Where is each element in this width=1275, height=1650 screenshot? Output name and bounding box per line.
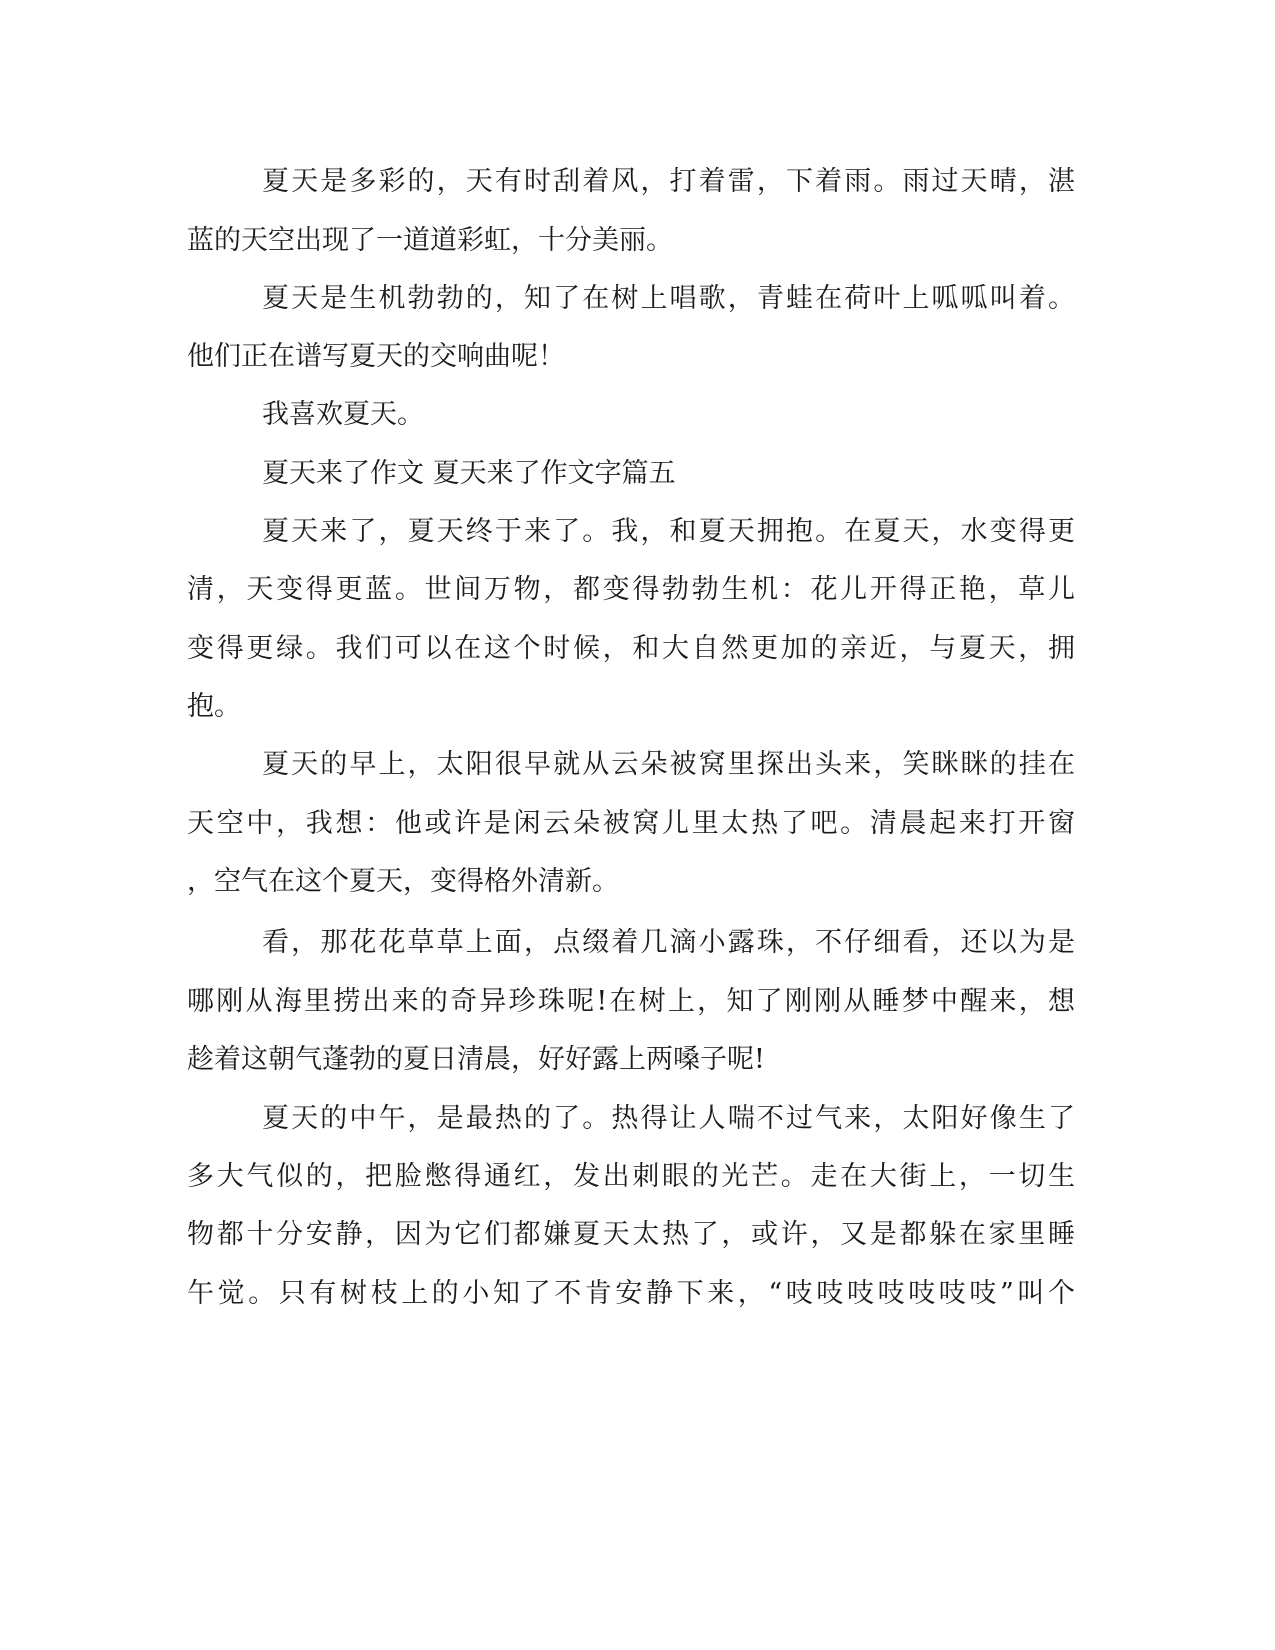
section-heading: 夏天来了作文 夏天来了作文字篇五: [262, 458, 676, 489]
text-line: 多大气似的，把脸憋得通红，发出刺眼的光芒。走在大街上，一切生: [187, 1161, 1075, 1192]
text-line: 抱。: [187, 691, 241, 722]
text-line: 夏天的早上，太阳很早就从云朵被窝里探出头来，笑眯眯的挂在: [262, 749, 1075, 780]
text-line: 我喜欢夏天。: [262, 399, 424, 430]
text-line: 变得更绿。我们可以在这个时候，和大自然更加的亲近，与夏天，拥: [187, 633, 1075, 664]
text-line: 看，那花花草草上面，点缀着几滴小露珠，不仔细看，还以为是: [262, 927, 1075, 958]
text-line: 哪刚从海里捞出来的奇异珍珠呢!在树上，知了刚刚从睡梦中醒来，想: [187, 986, 1075, 1017]
text-line: 天空中，我想：他或许是闲云朵被窝儿里太热了吧。清晨起来打开窗: [187, 808, 1075, 839]
text-line: 清，天变得更蓝。世间万物，都变得勃勃生机：花儿开得正艳，草儿: [187, 574, 1075, 605]
text-line: 夏天来了，夏天终于来了。我，和夏天拥抱。在夏天，水变得更: [262, 516, 1075, 547]
text-line: 夏天是生机勃勃的，知了在树上唱歌，青蛙在荷叶上呱呱叫着。: [262, 283, 1075, 314]
text-line: ，空气在这个夏天，变得格外清新。: [187, 866, 619, 897]
text-line: 午觉。只有树枝上的小知了不肯安静下来，“吱吱吱吱吱吱吱”叫个: [187, 1278, 1075, 1309]
text-line: 他们正在谱写夏天的交响曲呢！: [187, 341, 565, 372]
text-line: 趁着这朝气蓬勃的夏日清晨，好好露上两嗓子呢!: [187, 1044, 765, 1075]
text-line: 夏天是多彩的，天有时刮着风，打着雷，下着雨。雨过天晴，湛: [262, 166, 1075, 197]
text-line: 蓝的天空出现了一道道彩虹，十分美丽。: [187, 225, 673, 256]
text-line: 物都十分安静，因为它们都嫌夏天太热了，或许，又是都躲在家里睡: [187, 1219, 1075, 1250]
text-line: 夏天的中午，是最热的了。热得让人喘不过气来，太阳好像生了: [262, 1103, 1075, 1134]
